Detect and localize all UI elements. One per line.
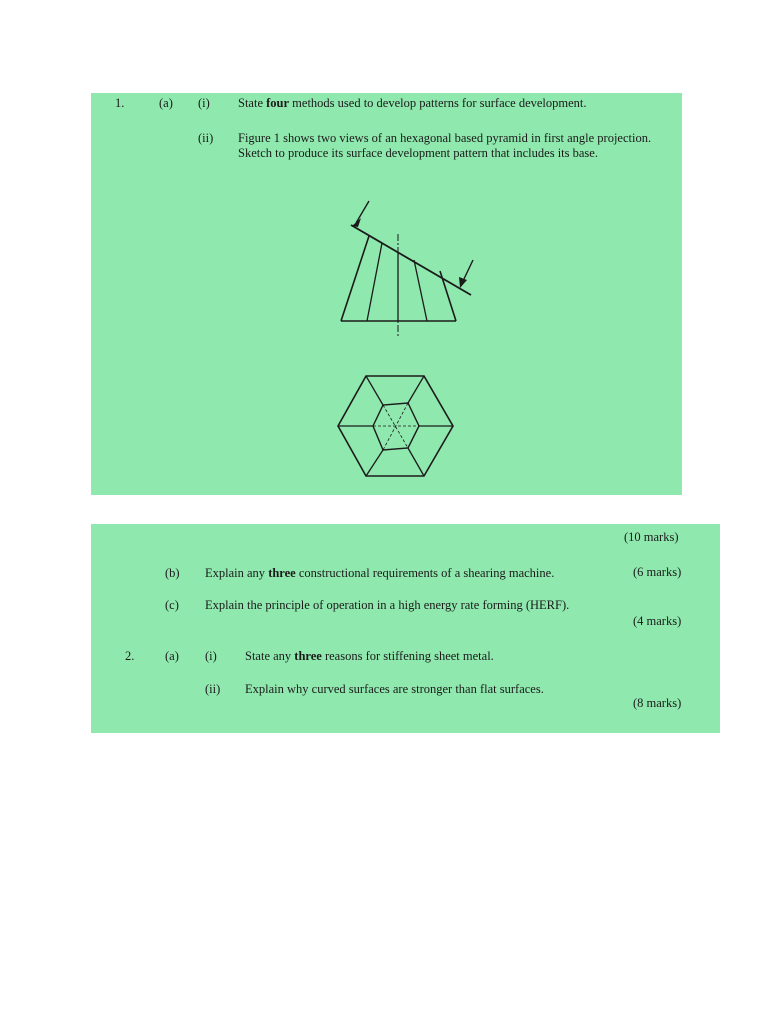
question-1b-text: Explain any three constructional requirements of a shearing machine. <box>205 566 555 580</box>
question-1a-ii-label: (ii) <box>198 131 214 145</box>
exam-page-top <box>91 93 682 495</box>
exam-page-bottom <box>91 524 720 733</box>
question-1-number: 1. <box>115 96 125 110</box>
question-2-number: 2. <box>125 649 135 663</box>
question-1c-label: (c) <box>165 598 179 612</box>
question-1a-i-label: (i) <box>198 96 210 110</box>
question-2a-ii-label: (ii) <box>205 682 221 696</box>
question-1c-text: Explain the principle of operation in a high energy rate forming (HERF). <box>205 598 570 612</box>
question-1a-i-text: State four methods used to develop patterns for surface development. <box>238 96 587 110</box>
pyramid-elevation-figure <box>321 198 481 338</box>
question-1a-marks: (10 marks) <box>624 530 679 544</box>
question-1b-label: (b) <box>165 566 180 580</box>
question-2a-i-text: State any three reasons for stiffening sheet metal. <box>245 649 494 663</box>
question-2a-ii-text: Explain why curved surfaces are stronger than flat surfaces. <box>245 682 544 696</box>
question-1a-ii-text: Figure 1 shows two views of an hexagonal based pyramid in first angle projection. Sketch to produce its surface development pattern that includes its base. <box>238 131 652 160</box>
question-2a-label: (a) <box>165 649 179 663</box>
question-2a-i-label: (i) <box>205 649 217 663</box>
question-1a-label: (a) <box>159 96 173 110</box>
question-1c-marks: (4 marks) <box>633 614 682 628</box>
question-1b-marks: (6 marks) <box>633 565 682 579</box>
question-2a-marks: (8 marks) <box>633 696 682 710</box>
pyramid-plan-figure <box>336 368 456 478</box>
